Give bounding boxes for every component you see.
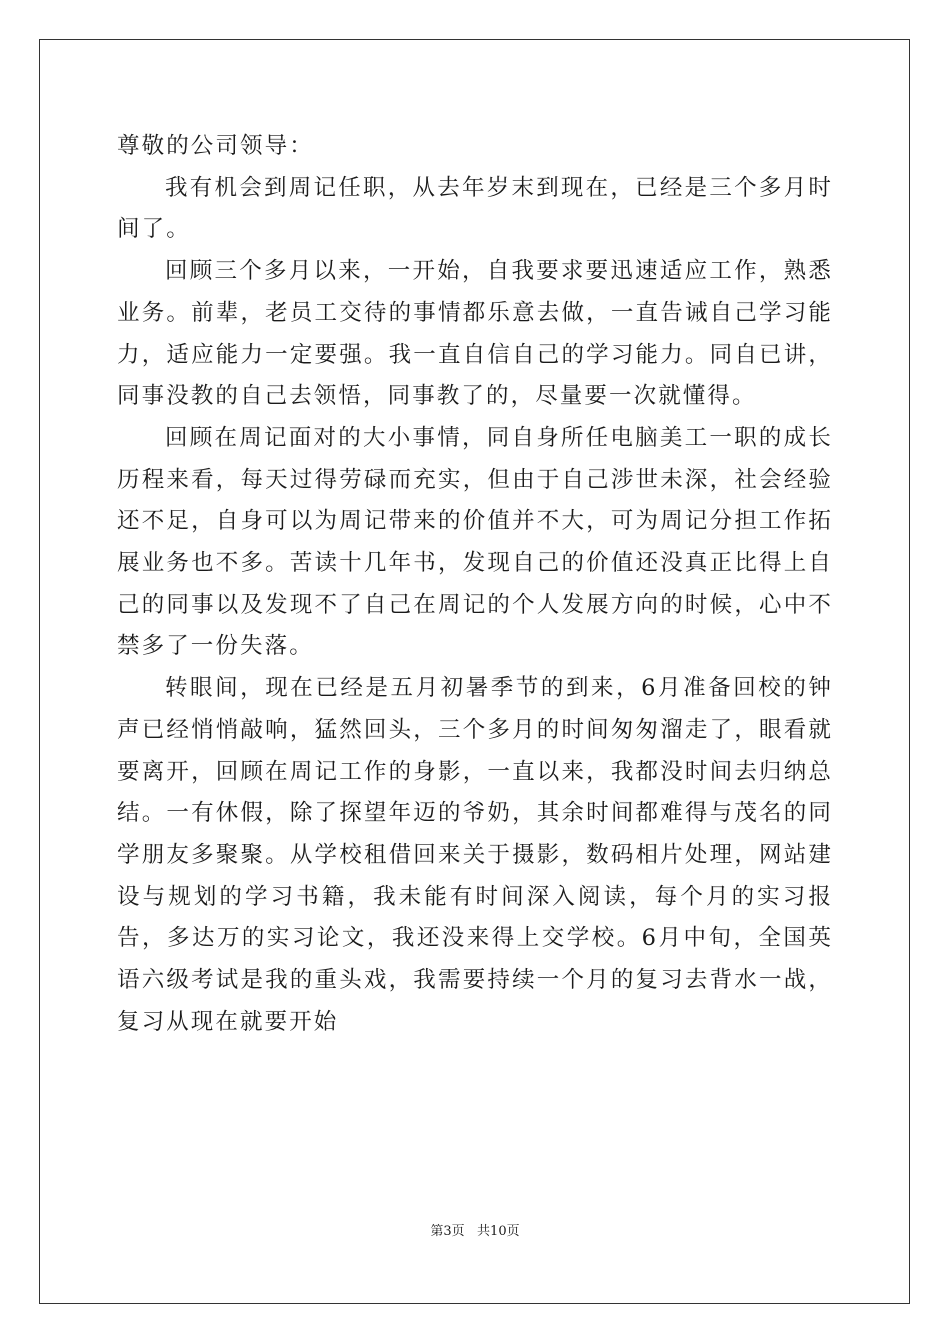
paragraph-1: 我有机会到周记任职，从去年岁末到现在，已经是三个多月时间了。 — [117, 174, 833, 243]
salutation: 尊敬的公司领导： — [117, 133, 314, 159]
paragraph-3: 回顾在周记面对的大小事情，同自身所任电脑美工一职的成长历程来看，每天过得劳碌而充实，但由于自己涉世未深，社会经验还不足，自身可以为周记带来的价值并不大，可为周记分担工作拓展业务也不多。苦读十几年书，发现自己的价值还没真正比得上自己的同事以及发现不了自己在周记的个人发展方向的时候，心中不禁多了一份失落。 — [117, 424, 833, 660]
paragraph-4: 转眼间，现在已经是五月初暑季节的到来，6月准备回校的钟声已经悄悄敲响，猛然回头，三个多月的时间匆匆溜走了，眼看就要离开，回顾在周记工作的身影，一直以来，我都没时间去归纳总结。一有休假，除了探望年迈的爷奶，其余时间都难得与茂名的同学朋友多聚聚。从学校租借回来关于摄影，数码相片处理，网站建设与规划的学习书籍，我未能有时间深入阅读，每个月的实习报告，多达万的实习论文，我还没来得上交学校。6月中旬，全国英语六级考试是我的重头戏，我需要持续一个月的复习去背水一战，复习从现在就要开始 — [117, 675, 833, 1035]
paragraph-2: 回顾三个多月以来，一开始，自我要求要迅速适应工作，熟悉业务。前辈，老员工交待的事情都乐意去做，一直告诫自己学习能力，适应能力一定要强。我一直自信自己的学习能力。同自已讲，同事没教的自己去领悟，同事教了的，尽量要一次就懂得。 — [117, 258, 833, 410]
page-footer: 第3页 共10页 — [430, 1224, 520, 1239]
document-body — [117, 126, 833, 1043]
